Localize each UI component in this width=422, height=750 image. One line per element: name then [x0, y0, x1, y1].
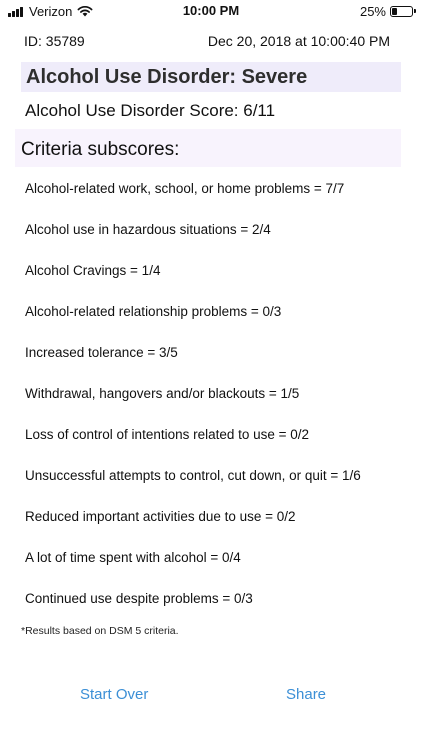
record-date: Dec 20, 2018 at 10:00:40 PM	[207, 33, 390, 49]
criteria-item: Alcohol use in hazardous situations = 2/4	[25, 222, 271, 237]
battery-fill	[392, 8, 397, 15]
record-id: ID: 35789	[24, 33, 85, 49]
criteria-item: Reduced important activities due to use = 0/2	[25, 509, 296, 524]
status-right	[360, 3, 416, 19]
total-score: Alcohol Use Disorder Score: 6/11	[25, 101, 276, 120]
start-over-button[interactable]: Start Over	[80, 686, 149, 703]
battery-cap	[414, 9, 416, 13]
severity-banner	[21, 62, 401, 92]
criteria-item: Alcohol Cravings = 1/4	[25, 263, 161, 278]
criteria-item: Unsuccessful attempts to control, cut down, or quit = 1/6	[25, 468, 361, 483]
criteria-item: Withdrawal, hangovers and/or blackouts = 1/5	[25, 386, 300, 401]
footnote: *Results based on DSM 5 criteria.	[21, 625, 179, 637]
battery-percent: 25%	[359, 3, 386, 19]
record-header	[24, 33, 390, 51]
criteria-item: Increased tolerance = 3/5	[25, 345, 178, 360]
status-bar	[0, 0, 422, 22]
criteria-title: Criteria subscores:	[21, 139, 180, 160]
criteria-list	[25, 181, 415, 632]
criteria-item: A lot of time spent with alcohol = 0/4	[25, 550, 241, 565]
battery-icon	[390, 6, 413, 17]
criteria-item: Alcohol-related work, school, or home problems = 7/7	[25, 181, 345, 196]
criteria-item: Loss of control of intentions related to use = 0/2	[25, 427, 310, 442]
status-time: 10:00 PM	[182, 3, 240, 18]
share-button[interactable]: Share	[286, 686, 327, 703]
criteria-item: Alcohol-related relationship problems = 0/3	[25, 304, 282, 319]
criteria-header	[15, 129, 401, 167]
criteria-item: Continued use despite problems = 0/3	[25, 591, 253, 606]
carrier-name: Verizon	[29, 3, 73, 19]
severity-title: Alcohol Use Disorder: Severe	[26, 66, 308, 88]
